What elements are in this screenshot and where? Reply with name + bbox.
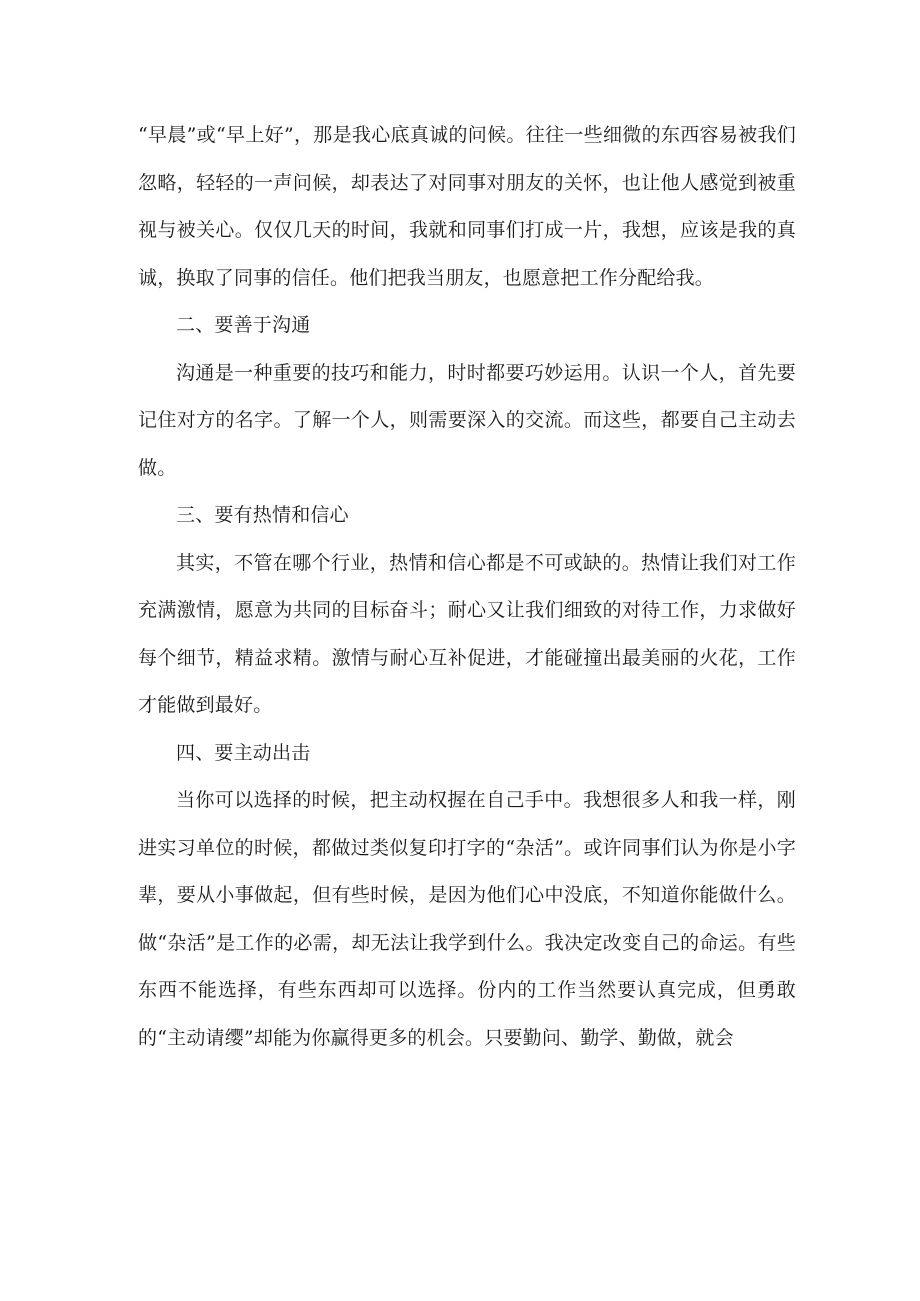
paragraph-greeting: “早晨”或“早上好”，那是我心底真诚的问候。往往一些细微的东西容易被我们忽略，轻轻的一声问候，却表达了对同事对朋友的关怀，也让他人感觉到被重视与被关心。仅仅几天的时间，我就和同事们打成一片，我想，应该是我的真诚，换取了同事的信任。他们把我当朋友，也愿意把工作分配给我。 (138, 124, 796, 289)
paragraph-passion-confidence: 其实，不管在哪个行业，热情和信心都是不可或缺的。热情让我们对工作充满激情，愿意为共同的目标奋斗；耐心又让我们细致的对待工作，力求做好每个细节，精益求精。激情与耐心互补促进，才能碰撞出最美丽的火花，工作才能做到最好。 (138, 551, 796, 716)
heading-communication: 二、要善于沟通 (176, 314, 311, 336)
heading-passion-confidence: 三、要有热情和信心 (176, 504, 349, 526)
heading-take-initiative: 四、要主动出击 (176, 741, 311, 764)
document-body (138, 112, 796, 1062)
paragraph-take-initiative: 当你可以选择的时候，把主动权握在自己手中。我想很多人和我一样，刚进实习单位的时候，都做过类似复印打字的“杂活”。或许同事们认为你是小字辈，要从小事做起，但有些时候，是因为他们心中没底，不知道你能做什么。做“杂活”是工作的必需，却无法让我学到什么。我决定改变自己的命运。有些东西不能选择，有些东西却可以选择。份内的工作当然要认真完成，但勇敢的“主动请缨”却能为你赢得更多的机会。只要勤问、勤学、勤做，就会 (138, 789, 796, 1049)
paragraph-communication: 沟通是一种重要的技巧和能力，时时都要巧妙运用。认识一个人，首先要记住对方的名字。了解一个人，则需要深入的交流。而这些，都要自己主动去做。 (138, 361, 796, 479)
